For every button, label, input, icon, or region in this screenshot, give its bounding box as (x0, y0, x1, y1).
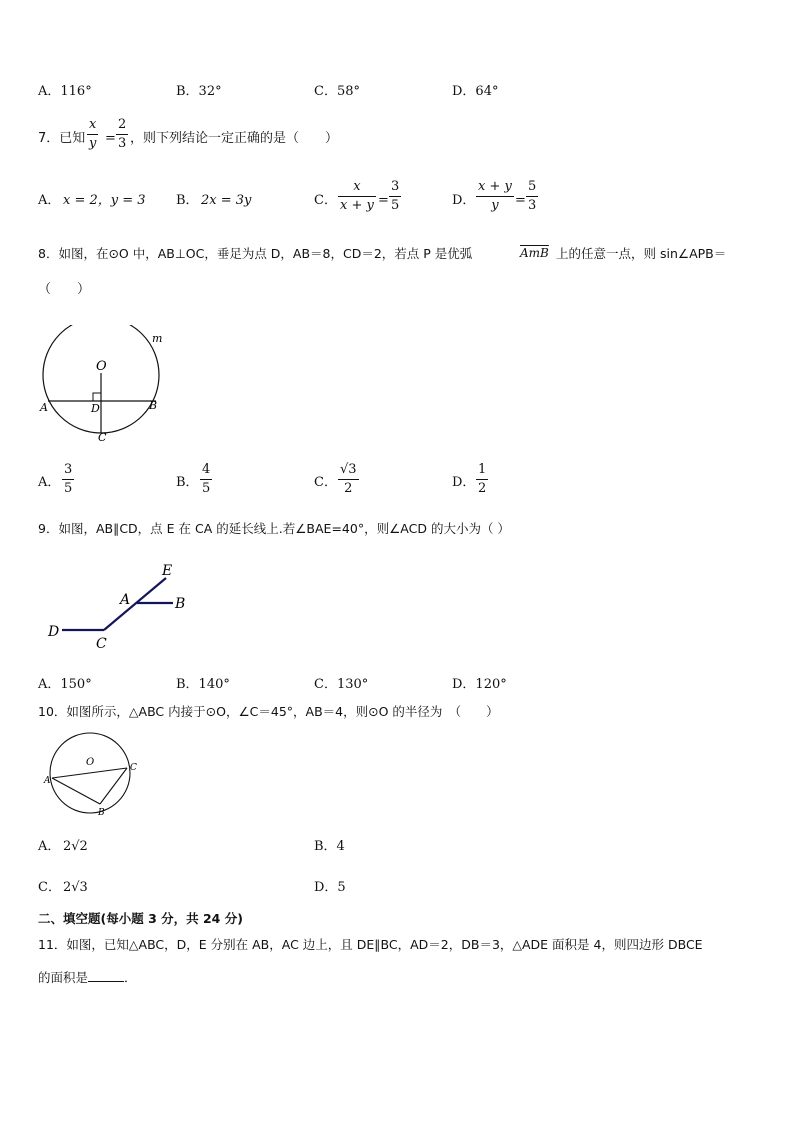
q7-option-d-rhs: 5 3 (528, 179, 537, 214)
q8-option-d-fraction: 1 2 (478, 462, 487, 497)
q10-option-b: B．4 (314, 839, 345, 854)
q9-option-d: D．120° (452, 677, 507, 692)
q8-label-c: C (98, 431, 107, 444)
q6-option-b: B．32° (176, 84, 222, 99)
q8-question: 8．如图，在⊙O 中，AB⊥OC，垂足为点 D，AB＝8，CD＝2，若点 P 是优弧 (38, 246, 473, 261)
q10-side-ac (52, 768, 127, 778)
q9-label-a: A (120, 592, 131, 608)
q7-fraction-2-3: 2 3 (118, 117, 127, 152)
q10-question: 10．如图所示，△ABC 内接于⊙O，∠C＝45°，AB＝4，则⊙O 的半径为 （ ） (38, 704, 499, 719)
q11-line2-suffix: ． (124, 970, 137, 985)
q10-side-bc (100, 768, 127, 804)
q7-option-c-rhs: 3 5 (391, 179, 400, 214)
q8-arc-label: $\overline{AmB}$ (520, 246, 549, 260)
q8-right-angle-mark (93, 393, 101, 401)
q10-label-o: O (86, 757, 95, 768)
q7-option-c-fraction: x x + y (340, 179, 374, 214)
q9-label-c: C (96, 636, 107, 652)
q7-equals: = (105, 131, 116, 146)
q7-option-d-fraction: x + y y (478, 179, 512, 214)
q8-question-cont: 上的任意一点，则 sin∠APB＝ (556, 246, 727, 261)
q8-option-b-label: B． (176, 475, 199, 490)
q10-label-b: B (98, 808, 105, 818)
q10-option-c-label: C． (38, 880, 61, 895)
q7-option-d-equals: = (515, 193, 526, 208)
q8-option-c-fraction: √3 2 (340, 462, 357, 497)
q8-option-c-label: C． (314, 475, 337, 490)
q10-label-c: C (130, 763, 137, 773)
q6-option-c: C．58° (314, 84, 360, 99)
q7-prefix: 7．已知 (38, 131, 86, 146)
q8-label-d: D (91, 402, 100, 415)
q9-label-d: D (48, 624, 60, 640)
q10-option-a-text: 2√2 (63, 839, 88, 854)
q8-label-m: m (152, 332, 163, 345)
q10-option-c-text: 2√3 (63, 880, 88, 895)
q10-side-ab (52, 778, 100, 804)
q7-option-c-equals: = (378, 193, 389, 208)
q7-option-c-label: C． (314, 193, 337, 208)
q9-option-c: C．130° (314, 677, 369, 692)
q10-label-a: A (44, 776, 51, 786)
q7-option-b-label: B． (176, 193, 199, 208)
q8-label-b: B (149, 399, 158, 412)
q6-option-a: A．116° (38, 84, 92, 99)
q9-label-b: B (175, 596, 186, 612)
q7-option-a-text: x = 2，y = 3 (63, 193, 146, 208)
q11-line2-prefix: 的面积是 (38, 970, 89, 985)
q8-option-a-fraction: 3 5 (64, 462, 73, 497)
q7-option-b-text: 2x = 3y (201, 193, 252, 208)
q8-paren: （ ） (38, 282, 91, 297)
section-title-fill-in: 二、填空题(每小题 3 分，共 24 分) (38, 911, 243, 926)
q11-question-line2 (38, 969, 137, 985)
q8-option-b-fraction: 4 5 (202, 462, 211, 497)
q9-option-b: B．140° (176, 677, 230, 692)
q8-label-o: O (96, 359, 107, 374)
q6-option-d: D．64° (452, 84, 499, 99)
q9-option-a: A．150° (38, 677, 92, 692)
q8-option-d-label: D． (452, 475, 476, 490)
q10-figure (38, 728, 148, 820)
q8-circle-figure (30, 325, 180, 450)
q11-question-line1: 11．如图，已知△ABC，D，E 分别在 AB，AC 边上，且 DE∥BC，AD＝2，DB＝3，△ADE 面积是 4，则四边形 DBCE (38, 937, 703, 952)
q9-label-e: E (162, 563, 173, 579)
q8-label-a: A (40, 401, 48, 414)
q8-option-a-label: A． (38, 475, 61, 490)
q7-question: ，则下列结论一定正确的是（ ） (130, 131, 339, 146)
q11-answer-blank[interactable] (88, 969, 124, 982)
q7-option-d-label: D． (452, 193, 476, 208)
q10-option-d: D．5 (314, 880, 346, 895)
q10-option-a-label: A． (38, 839, 61, 854)
q7-fraction-x-y: x y (89, 117, 97, 152)
q9-question: 9．如图，AB∥CD，点 E 在 CA 的延长线上.若∠BAE=40°，则∠ACD 的大小为（ ） (38, 521, 510, 536)
q7-option-a-label: A． (38, 193, 61, 208)
q9-figure (40, 558, 210, 653)
